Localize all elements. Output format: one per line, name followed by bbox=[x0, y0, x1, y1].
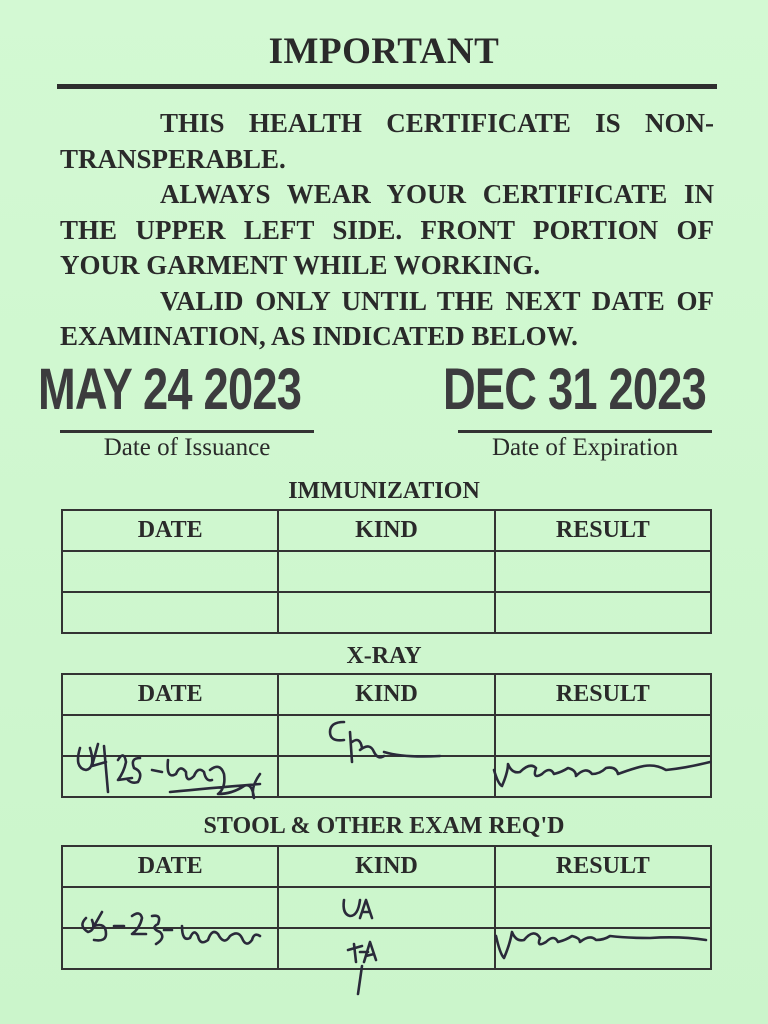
table-cell bbox=[278, 928, 494, 969]
notice-paragraph-transferable: THIS HEALTH CERTIFICATE IS NON-TRANSPERABLE. bbox=[60, 108, 714, 174]
table-header-row bbox=[62, 510, 711, 551]
table-header-row bbox=[62, 846, 711, 887]
table-row bbox=[62, 715, 711, 756]
header-result: RESULT bbox=[495, 510, 711, 551]
table-row bbox=[62, 551, 711, 592]
stool-exam-title: STOOL & OTHER EXAM REQ'D bbox=[203, 813, 565, 839]
table-row bbox=[62, 592, 711, 633]
issuance-underline bbox=[60, 430, 314, 433]
immunization-title: IMMUNIZATION bbox=[288, 478, 480, 504]
table-cell bbox=[495, 887, 711, 928]
table-cell bbox=[278, 887, 494, 928]
table-cell bbox=[62, 887, 278, 928]
xray-table bbox=[61, 673, 712, 798]
stool-exam-table bbox=[61, 845, 712, 970]
expiration-label: Date of Expiration bbox=[491, 434, 679, 461]
expiration-date-stamp: DEC 31 2023 bbox=[443, 357, 707, 422]
table-cell bbox=[62, 551, 278, 592]
table-cell bbox=[62, 928, 278, 969]
header-kind: KIND bbox=[278, 510, 494, 551]
table-row bbox=[62, 887, 711, 928]
header-date: DATE bbox=[62, 846, 278, 887]
table-cell bbox=[495, 592, 711, 633]
table-cell bbox=[62, 756, 278, 797]
table-cell bbox=[62, 715, 278, 756]
header-date: DATE bbox=[62, 674, 278, 715]
table-cell bbox=[495, 551, 711, 592]
notice-paragraph-wear: ALWAYS WEAR YOUR CERTIFICATE IN THE UPPER LEFT SIDE. FRONT PORTION OF YOUR GARMENT WHILE WORKING. bbox=[60, 179, 714, 280]
header-date: DATE bbox=[62, 510, 278, 551]
table-cell bbox=[495, 928, 711, 969]
page-title: IMPORTANT bbox=[268, 31, 500, 72]
header-result: RESULT bbox=[495, 674, 711, 715]
issuance-date-stamp: MAY 24 2023 bbox=[38, 357, 302, 422]
notice-text bbox=[60, 106, 714, 355]
table-header-row bbox=[62, 674, 711, 715]
title-divider bbox=[57, 84, 717, 89]
immunization-table bbox=[61, 509, 712, 634]
issuance-label: Date of Issuance bbox=[103, 434, 271, 461]
table-cell bbox=[278, 551, 494, 592]
header-result: RESULT bbox=[495, 846, 711, 887]
table-cell bbox=[278, 592, 494, 633]
table-cell bbox=[495, 756, 711, 797]
header-kind: KIND bbox=[278, 846, 494, 887]
table-cell bbox=[278, 756, 494, 797]
xray-title: X-RAY bbox=[346, 643, 422, 669]
header-kind: KIND bbox=[278, 674, 494, 715]
notice-paragraph-validity: VALID ONLY UNTIL THE NEXT DATE OF EXAMINATION, AS INDICATED BELOW. bbox=[60, 285, 714, 351]
expiration-underline bbox=[458, 430, 712, 433]
table-cell bbox=[62, 592, 278, 633]
table-cell bbox=[278, 715, 494, 756]
table-row bbox=[62, 928, 711, 969]
table-row bbox=[62, 756, 711, 797]
table-cell bbox=[495, 715, 711, 756]
